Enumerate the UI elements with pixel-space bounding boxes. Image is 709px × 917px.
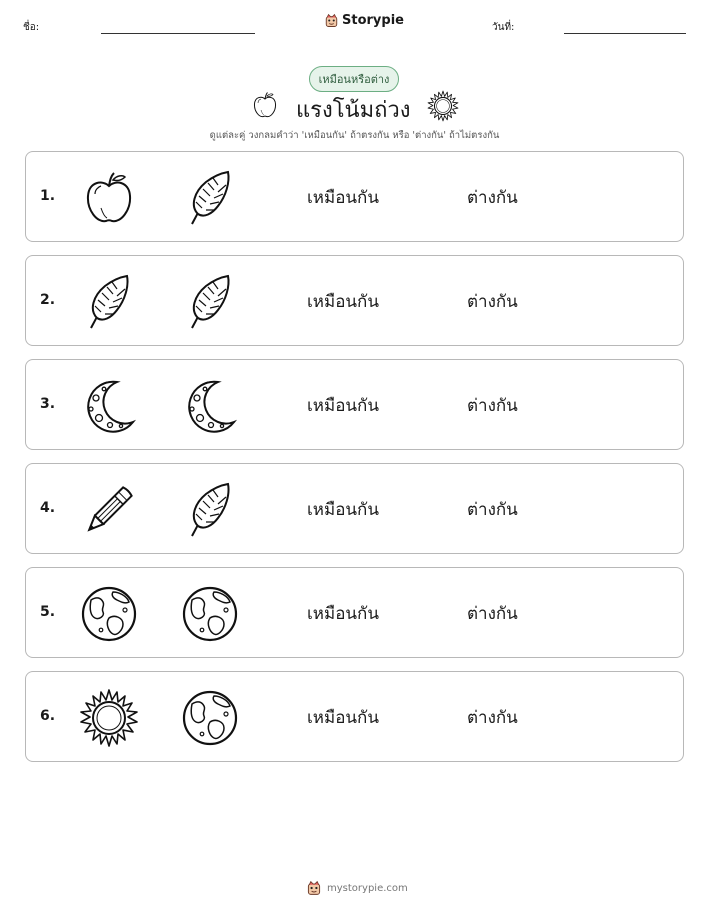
option-same[interactable]: เหมือนกัน — [307, 188, 379, 208]
storypie-logo-icon — [306, 880, 322, 896]
sun-icon — [79, 688, 139, 748]
option-different[interactable]: ต่างกัน — [467, 500, 518, 520]
option-same[interactable]: เหมือนกัน — [307, 396, 379, 416]
apple-icon — [250, 90, 280, 120]
question-number: 4. — [40, 500, 56, 516]
option-same[interactable]: เหมือนกัน — [307, 604, 379, 624]
apple-icon — [79, 168, 139, 228]
date-field[interactable] — [564, 33, 686, 34]
footer-url[interactable]: mystorypie.com — [327, 882, 408, 894]
option-different[interactable]: ต่างกัน — [467, 188, 518, 208]
question-number: 1. — [40, 188, 56, 204]
question-row-6 — [25, 671, 684, 762]
feather-icon — [79, 272, 139, 332]
option-different[interactable]: ต่างกัน — [467, 396, 518, 416]
option-same[interactable]: เหมือนกัน — [307, 708, 379, 728]
question-row-3 — [25, 359, 684, 450]
pencil-icon — [79, 480, 139, 540]
question-row-1 — [25, 151, 684, 242]
question-number: 3. — [40, 396, 56, 412]
storypie-logo-icon — [324, 13, 339, 28]
question-row-4 — [25, 463, 684, 554]
option-same[interactable]: เหมือนกัน — [307, 292, 379, 312]
date-label: วันที่: — [492, 22, 515, 33]
question-row-5 — [25, 567, 684, 658]
sun-icon — [427, 90, 459, 122]
feather-icon — [180, 480, 240, 540]
earth-icon — [180, 584, 240, 644]
feather-icon — [180, 272, 240, 332]
moon-icon — [79, 376, 139, 436]
page-title: แรงโน้มถ่วง — [296, 98, 411, 123]
instructions: ดูแต่ละคู่ วงกลมคำว่า 'เหมือนกัน' ถ้าตรงกัน หรือ 'ต่างกัน' ถ้าไม่ตรงกัน — [209, 130, 500, 141]
option-same[interactable]: เหมือนกัน — [307, 500, 379, 520]
brand-name: Storypie — [342, 13, 404, 28]
option-different[interactable]: ต่างกัน — [467, 292, 518, 312]
question-number: 2. — [40, 292, 56, 308]
question-number: 6. — [40, 708, 56, 724]
name-label: ชื่อ: — [23, 22, 40, 33]
earth-icon — [79, 584, 139, 644]
question-number: 5. — [40, 604, 56, 620]
question-row-2 — [25, 255, 684, 346]
name-field[interactable] — [101, 33, 255, 34]
option-different[interactable]: ต่างกัน — [467, 604, 518, 624]
moon-icon — [180, 376, 240, 436]
option-different[interactable]: ต่างกัน — [467, 708, 518, 728]
earth-icon — [180, 688, 240, 748]
footer — [306, 880, 408, 896]
worksheet-type-badge: เหมือนหรือต่าง — [309, 66, 399, 92]
feather-icon — [180, 168, 240, 228]
brand-logo — [324, 13, 404, 28]
